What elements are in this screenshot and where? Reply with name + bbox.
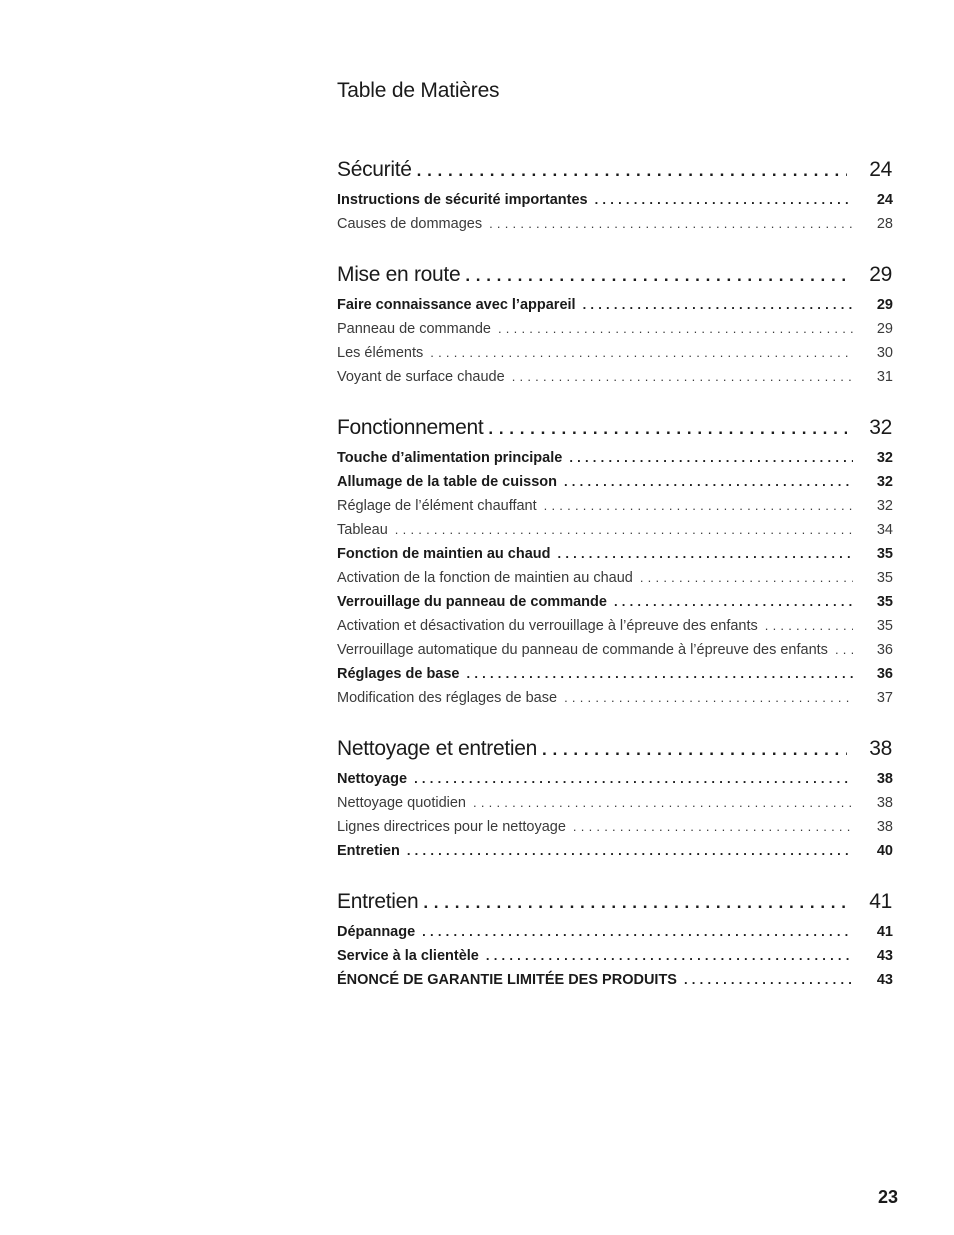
toc-entry[interactable] (337, 542, 893, 566)
section-heading-label: Fonctionnement (337, 416, 484, 439)
leader-dots (465, 258, 847, 293)
entry-label: Réglages de base (337, 666, 460, 682)
leader-dots (581, 293, 853, 317)
toc-entry[interactable] (337, 839, 893, 863)
toc-entry[interactable] (337, 944, 893, 968)
entry-label: Instructions de sécurité importantes (337, 192, 588, 208)
toc-section-heading[interactable] (337, 884, 893, 920)
entry-page-number: 35 (876, 594, 893, 610)
toc-entry[interactable] (337, 446, 893, 470)
entry-page-number: 36 (876, 642, 893, 658)
entry-label: Panneau de commande (337, 321, 491, 337)
toc-entry[interactable] (337, 791, 893, 815)
entry-label: Entretien (337, 843, 400, 859)
entry-page-number: 34 (876, 522, 893, 538)
entry-page-number: 40 (876, 843, 893, 859)
entry-page-number: 32 (876, 450, 893, 466)
toc-section (337, 410, 893, 710)
leader-dots (412, 767, 853, 791)
leader-dots (562, 470, 853, 494)
leader-dots (542, 732, 847, 767)
section-heading-label: Mise en route (337, 263, 461, 286)
toc-entry[interactable] (337, 518, 893, 542)
entry-page-number: 36 (876, 666, 893, 682)
toc-entry[interactable] (337, 188, 893, 212)
entry-page-number: 24 (876, 192, 893, 208)
section-page-number: 32 (869, 416, 892, 439)
entry-label: Réglage de l’élément chauffant (337, 498, 537, 514)
entry-page-number: 37 (876, 690, 893, 706)
toc-section (337, 152, 893, 236)
entry-page-number: 28 (876, 216, 893, 232)
entry-page-number: 41 (876, 924, 893, 940)
toc-entry[interactable] (337, 767, 893, 791)
entry-page-number: 35 (876, 618, 893, 634)
toc-section-heading[interactable] (337, 731, 893, 767)
toc-entry[interactable] (337, 317, 893, 341)
section-page-number: 24 (869, 158, 892, 181)
entry-page-number: 43 (876, 948, 893, 964)
toc-entry[interactable] (337, 638, 893, 662)
leader-dots (593, 188, 853, 212)
toc-entry[interactable] (337, 566, 893, 590)
entry-page-number: 38 (876, 795, 893, 811)
section-page-number: 41 (869, 890, 892, 913)
toc-section-heading[interactable] (337, 152, 893, 188)
leader-dots (542, 494, 853, 518)
leader-dots (487, 212, 853, 236)
entry-page-number: 32 (876, 498, 893, 514)
leader-dots (556, 542, 854, 566)
entry-label: Verrouillage du panneau de commande (337, 594, 607, 610)
entry-page-number: 35 (876, 546, 893, 562)
toc-entry[interactable] (337, 920, 893, 944)
toc-section-heading[interactable] (337, 410, 893, 446)
entry-page-number: 30 (876, 345, 893, 361)
leader-dots (471, 791, 853, 815)
entry-label: Lignes directrices pour le nettoyage (337, 819, 566, 835)
toc-entry[interactable] (337, 212, 893, 236)
leader-dots (484, 944, 853, 968)
toc-entry[interactable] (337, 470, 893, 494)
section-heading-label: Nettoyage et entretien (337, 737, 538, 760)
leader-dots (428, 341, 853, 365)
leader-dots (682, 968, 853, 992)
page-title: Table de Matières (337, 79, 500, 102)
leader-dots (567, 446, 853, 470)
toc-entry[interactable] (337, 968, 893, 992)
entry-label: Dépannage (337, 924, 416, 940)
leader-dots (420, 920, 853, 944)
entry-label: Verrouillage automatique du panneau de commande à l’épreuve des enfants (337, 642, 828, 658)
toc-section (337, 257, 893, 389)
leader-dots (465, 662, 854, 686)
entry-page-number: 35 (876, 570, 893, 586)
toc-section-heading[interactable] (337, 257, 893, 293)
entry-label: Les éléments (337, 345, 424, 361)
leader-dots (763, 614, 853, 638)
toc-section (337, 884, 893, 992)
leader-dots (510, 365, 853, 389)
toc-entry[interactable] (337, 494, 893, 518)
leader-dots (488, 411, 847, 446)
page-number: 23 (877, 1187, 898, 1207)
entry-label: Allumage de la table de cuisson (337, 474, 557, 490)
entry-page-number: 38 (876, 819, 893, 835)
toc-entry[interactable] (337, 341, 893, 365)
entry-page-number: 38 (876, 771, 893, 787)
leader-dots (833, 638, 853, 662)
entry-label: ÉNONCÉ DE GARANTIE LIMITÉE DES PRODUITS (337, 972, 677, 988)
leader-dots (496, 317, 853, 341)
table-of-contents (337, 152, 893, 1013)
leader-dots (417, 153, 847, 188)
entry-label: Faire connaissance avec l’appareil (337, 297, 576, 313)
entry-page-number: 43 (876, 972, 893, 988)
toc-entry[interactable] (337, 293, 893, 317)
section-page-number: 38 (869, 737, 892, 760)
toc-entry[interactable] (337, 365, 893, 389)
entry-label: Touche d’alimentation principale (337, 450, 563, 466)
entry-page-number: 29 (876, 321, 893, 337)
leader-dots (405, 839, 853, 863)
leader-dots (638, 566, 853, 590)
entry-label: Activation et désactivation du verrouillage à l’épreuve des enfants (337, 618, 758, 634)
entry-label: Voyant de surface chaude (337, 369, 505, 385)
entry-label: Nettoyage (337, 771, 408, 787)
entry-label: Fonction de maintien au chaud (337, 546, 551, 562)
leader-dots (393, 518, 853, 542)
toc-entry[interactable] (337, 662, 893, 686)
leader-dots (571, 815, 853, 839)
toc-entry[interactable] (337, 815, 893, 839)
section-page-number: 29 (869, 263, 892, 286)
entry-page-number: 31 (876, 369, 893, 385)
entry-page-number: 32 (876, 474, 893, 490)
entry-page-number: 29 (876, 297, 893, 313)
toc-entry[interactable] (337, 614, 893, 638)
entry-label: Causes de dommages (337, 216, 483, 232)
toc-entry[interactable] (337, 686, 893, 710)
entry-label: Service à la clientèle (337, 948, 479, 964)
toc-entry[interactable] (337, 590, 893, 614)
leader-dots (423, 885, 847, 920)
entry-label: Nettoyage quotidien (337, 795, 466, 811)
entry-label: Activation de la fonction de maintien au chaud (337, 570, 633, 586)
entry-label: Modification des réglages de base (337, 690, 558, 706)
entry-label: Tableau (337, 522, 388, 538)
leader-dots (612, 590, 853, 614)
section-heading-label: Sécurité (337, 158, 412, 181)
toc-section (337, 731, 893, 863)
leader-dots (562, 686, 853, 710)
section-heading-label: Entretien (337, 890, 419, 913)
